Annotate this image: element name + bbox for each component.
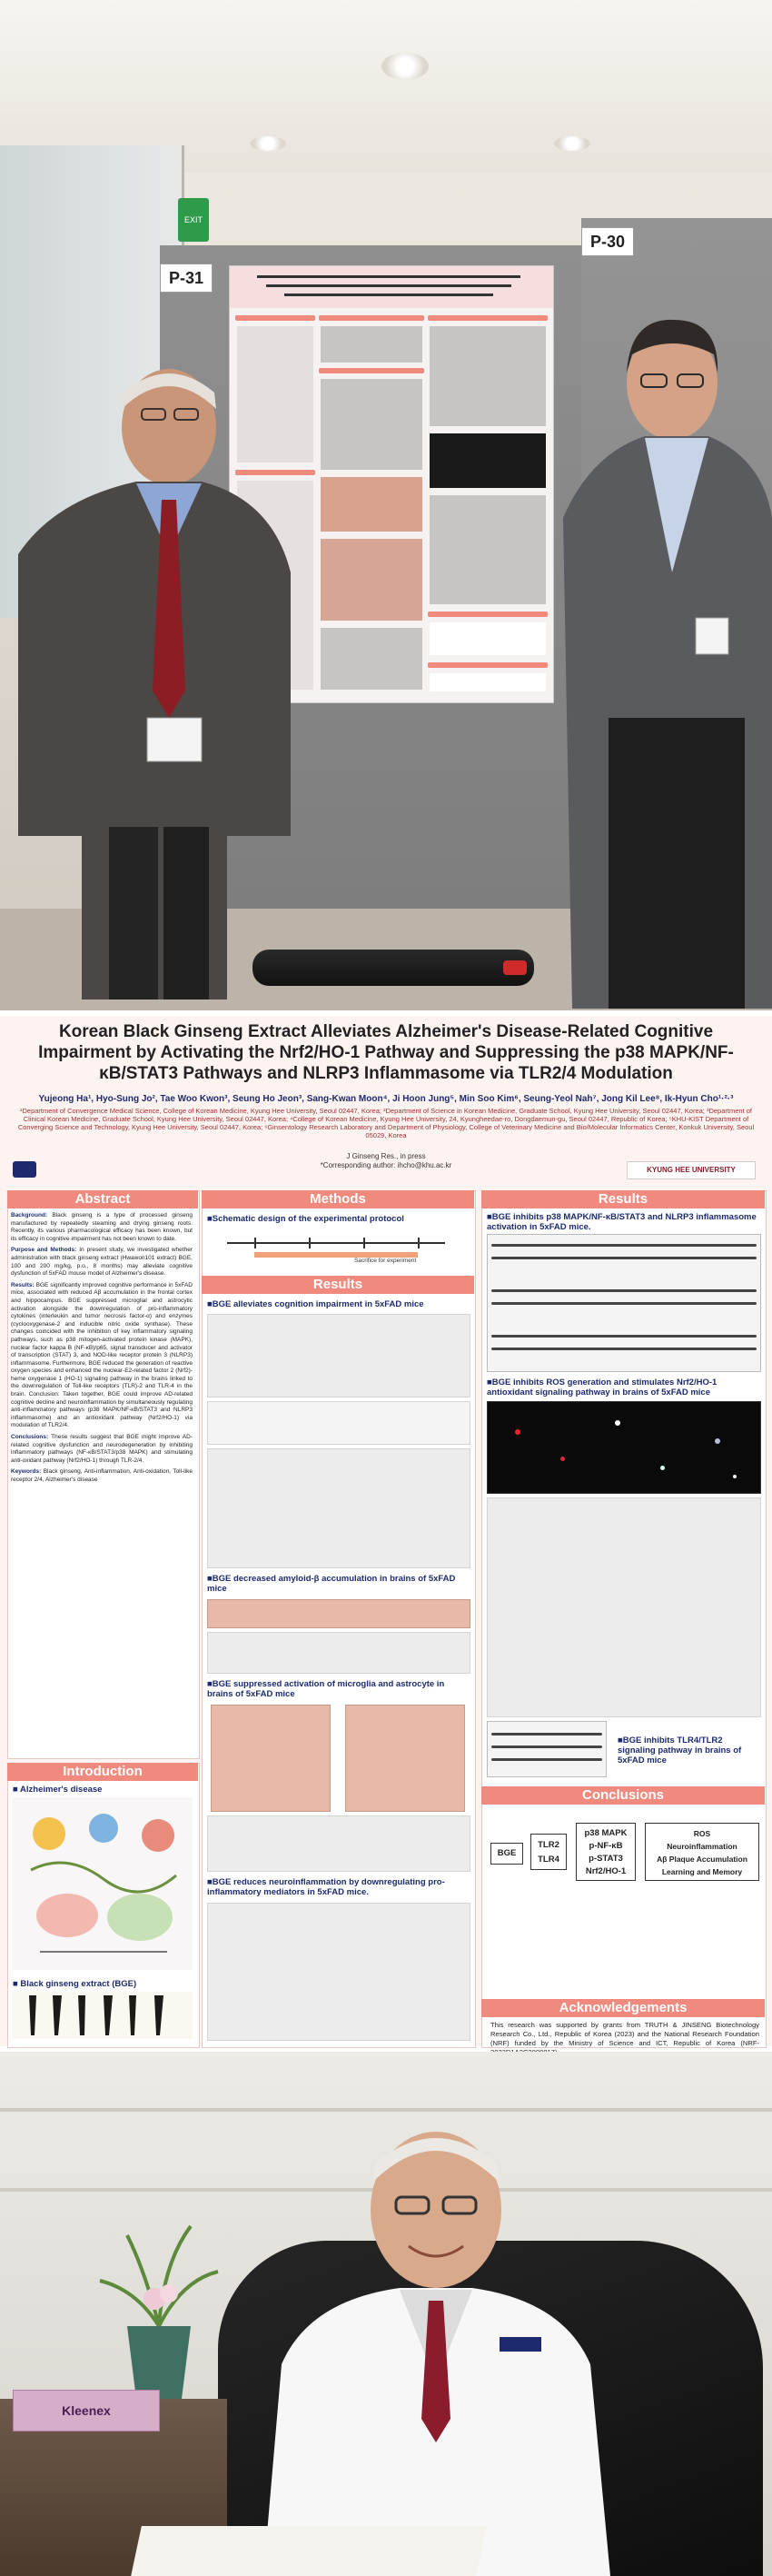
ceiling-light bbox=[381, 53, 429, 80]
institution-logo-icon bbox=[13, 1161, 36, 1178]
poster-title: Korean Black Ginseng Extract Alleviates Alzheimer's Disease-Related Cognitive Impairment by Activating the Nrf2/HO-1 Pathway and Suppressing the p38 MAPK/NF-κB/STAT3 Pathways and NLRP3 Inflammasome via TLR2/4 Modulation bbox=[38, 1022, 734, 1083]
results-header-middle: Results bbox=[202, 1276, 474, 1294]
amyloid-staining bbox=[207, 1599, 470, 1628]
conclusions-header: Conclusions bbox=[481, 1786, 765, 1805]
board-tag: P-30 bbox=[581, 227, 634, 256]
research-poster bbox=[0, 1010, 772, 2052]
astrocyte-staining bbox=[345, 1705, 465, 1812]
result-cognition-label: ■BGE alleviates cognition impairment in 5xFAD mice bbox=[207, 1299, 424, 1309]
conclusion-pathways: p38 MAPK p-NF-κB p-STAT3 Nrf2/HO-1 bbox=[576, 1823, 636, 1881]
acknowledgements-body: This research was supported by grants from TRUTH & JINSENG Biotechnology Research Co., Ltd., Republic of Korea (2023) and the National Research Foundation (NRF) funded by the Ministry of Science and ICT, Republic of Korea (NRF- bbox=[490, 2021, 759, 2047]
results-label: Results: bbox=[11, 1281, 35, 1288]
design-label: ■Schematic design of the experimental protocol bbox=[207, 1214, 404, 1224]
background-text: Black ginseng is a type of processed ginseng manufactured by repeatedly steaming and drying ginseng roots. Recently, its various pharmacological efficacy has been known, but its efficacy in cognitive impairment has not been known to date. bbox=[11, 1212, 193, 1242]
results-text: BGE significantly improved cognitive performance in 5xFAD mice, associated with reduced Aβ accumulation in the frontal cortex and hippocampus. BGE suppressed microglial and astrocytic activation alongside the downregulation of pro-inflammatory cytokines (interleukin and tumor necrosis factor-α) and enzymes (cyclooxygenase-2 and inducible nitric oxide synthase). These changes coincided with the inhibition of key inflammatory signaling pathways, such as p38 mitogen-activated protein kinase (MAPK), nuclear factor kappa B (NF-κB)/p65, signal transducer and activator of transcription (STAT) 3, and NOD-like receptor protein 3 (NLRP3) inflammasome. Furthermore, BGE reduced the generation of reactive oxygen species and enhanced the nuclear-E2-related factor 2 (Nrf2)-heme oxygenase 1 (HO-1) signaling pathway in the brains linked to the downregulation of Toll-like receptors (TLR)-2 and TLR-4 in the brain. Conclusion: Taken together, BGE could improve AD-related cognitive decline and neuroinflammation by simultaneously regulating anti-inflammatory pathways (p38 MAPK/NF-κB/STAT3 and NLRP3 inflammasome) and an antioxidant pathway (Nrf2/HO-1) via modulation of TLR2/4. bbox=[11, 1281, 193, 1429]
black-ginseng-roots bbox=[13, 1992, 193, 2039]
result-glia-label: ■BGE suppressed activation of microglia and astrocyte in brains of 5xFAD mice bbox=[207, 1679, 445, 1699]
conclusion-text: These results suggest that BGE might improve AD-related cognitive dysfunction and neurodegeneration by inhibiting inflammatory pathways (NF-κB/STAT3/p38 MAPK) and stimulating anti-oxidant pathway (Nrf2/HO-1) through TLR-2/4. bbox=[11, 1434, 193, 1464]
purpose-label: Purpose and Methods: bbox=[11, 1247, 77, 1254]
introduction-header: Introduction bbox=[7, 1763, 198, 1781]
microglia-staining bbox=[211, 1705, 331, 1812]
university-logo: KYUNG HEE UNIVERSITY bbox=[627, 1161, 756, 1179]
presenter-left bbox=[0, 345, 309, 1000]
result-neuroinflammation-label: ■BGE reduces neuroinflammation by downregulating pro-inflammatory mediators in 5xFAD mice. bbox=[207, 1877, 445, 1897]
abstract-body bbox=[11, 1212, 193, 1485]
poster-session-photo bbox=[0, 0, 772, 1010]
conclusion-outcomes: ROS Neuroinflammation Aβ Plaque Accumulation Learning and Memory bbox=[645, 1823, 759, 1881]
poster-authors: Yujeong Ha¹, Hyo-Sung Jo², Tae Woo Kwon³, Seung Ho Jeon³, Sang-Kwan Moon⁴, Ji Hoon Jung⁵, Min Soo Kim⁶, Seung-Yeol Nah⁷, Jong Kil Lee⁸, Ik-Hyun Cho¹·²·³ bbox=[38, 1094, 734, 1104]
protocol-timeline bbox=[218, 1227, 454, 1263]
conclusion-receptors: TLR2 TLR4 bbox=[530, 1834, 567, 1870]
background-label: Background: bbox=[11, 1212, 48, 1218]
journal-reference: J Ginseng Res., in press bbox=[346, 1152, 426, 1160]
keywords-text: Black ginseng, Anti-inflammation, Anti-oxidation, Toll-like receptor 2/4, Alzheimer's disease bbox=[11, 1468, 193, 1483]
tissue-box: Kleenex bbox=[13, 2390, 160, 2432]
result-amyloid-label: ■BGE decreased amyloid-β accumulation in brains of 5xFAD mice bbox=[207, 1574, 456, 1594]
documents-on-table bbox=[131, 2526, 487, 2576]
ceiling-light bbox=[250, 136, 286, 151]
result-ros-label: ■BGE inhibits ROS generation and stimulates Nrf2/HO-1 antioxidant signaling pathway in brains of 5xFAD mice bbox=[487, 1378, 718, 1397]
results-header-right: Results bbox=[481, 1190, 765, 1208]
conclusion-label: Conclusions: bbox=[11, 1434, 49, 1441]
purpose-text: In present study, we investigated whether administration with black ginseng extract (Hwawon101 extract) BGE, 100 and 200 mg/kg, p.o., 8 months) may alleviate cognitive dysfunction of 5xFAD mouse model of Alzheimer's disease. bbox=[11, 1247, 193, 1278]
western-blots-tlr bbox=[487, 1721, 607, 1777]
keywords-label: Keywords: bbox=[11, 1468, 42, 1476]
orchid-plant bbox=[91, 2199, 227, 2399]
poster-affiliations: ¹Department of Convergence Medical Science, College of Korean Medicine, Kyung Hee University, Seoul 02447, Korea; ²Department of Science in Korean Medicine, Graduate School, Kyung Hee University, Seoul 02447, Korea; ³Department of Clinical Korean Medicine, Graduate School, Kyung Hee University, Seoul 02447, Korea; ⁴College of Korean Medicine, Kyung Hee University, 24, Kyungheedae-ro, Dongdaemun-gu, Seoul 02447, Republic of Korea; ⁵KHU-KIST Department of Converging Science and Technology, Kyung Hee University, Seoul 02447, Korea; ⁶Ginsentology Research Laboratory and Department of Physiology, College of Veterinary Medicine and Bio/Molecular Informatics Center, Konkuk University, Seoul 05029, Korea bbox=[17, 1107, 755, 1139]
amyloid-charts bbox=[207, 1632, 470, 1674]
maze-tracks bbox=[207, 1401, 470, 1445]
seated-man bbox=[254, 2110, 618, 2576]
conclusion-bge: BGE bbox=[490, 1843, 523, 1865]
antioxidant-charts bbox=[487, 1497, 761, 1717]
behavior-charts bbox=[207, 1314, 470, 1397]
result-mapk-label: ■BGE inhibits p38 MAPK/NF-κB/STAT3 and NLRP3 inflammasome activation in 5xFAD mice. bbox=[487, 1212, 757, 1232]
western-blots-mapk bbox=[487, 1234, 761, 1372]
abstract-header: Abstract bbox=[7, 1190, 198, 1208]
glia-charts bbox=[207, 1815, 470, 1872]
timeline-end-label: Sacrifice for experiment bbox=[354, 1258, 417, 1264]
ad-label: ■ Alzheimer's disease bbox=[13, 1785, 103, 1795]
cytokine-charts bbox=[207, 1903, 470, 2041]
exit-sign: EXIT bbox=[178, 198, 209, 242]
corresponding-author: *Corresponding author: ihcho@khu.ac.kr bbox=[320, 1161, 452, 1169]
ceiling-light bbox=[554, 136, 590, 151]
alzheimers-diagram bbox=[13, 1797, 193, 1970]
result-tlr-label: ■BGE inhibits TLR4/TLR2 signaling pathway in brains of 5xFAD mice bbox=[618, 1736, 742, 1765]
poster-thumbnail-title bbox=[230, 266, 553, 308]
acknowledgements-header: Acknowledgements bbox=[481, 1999, 765, 2017]
bge-label: ■ Black ginseng extract (BGE) bbox=[13, 1979, 137, 1989]
methods-header: Methods bbox=[202, 1190, 474, 1208]
ros-fluorescence bbox=[487, 1401, 761, 1494]
presenter-right bbox=[536, 300, 772, 1009]
poster-tube bbox=[252, 950, 534, 986]
cognition-bar-charts bbox=[207, 1448, 470, 1568]
board-tag: P-31 bbox=[160, 264, 213, 293]
